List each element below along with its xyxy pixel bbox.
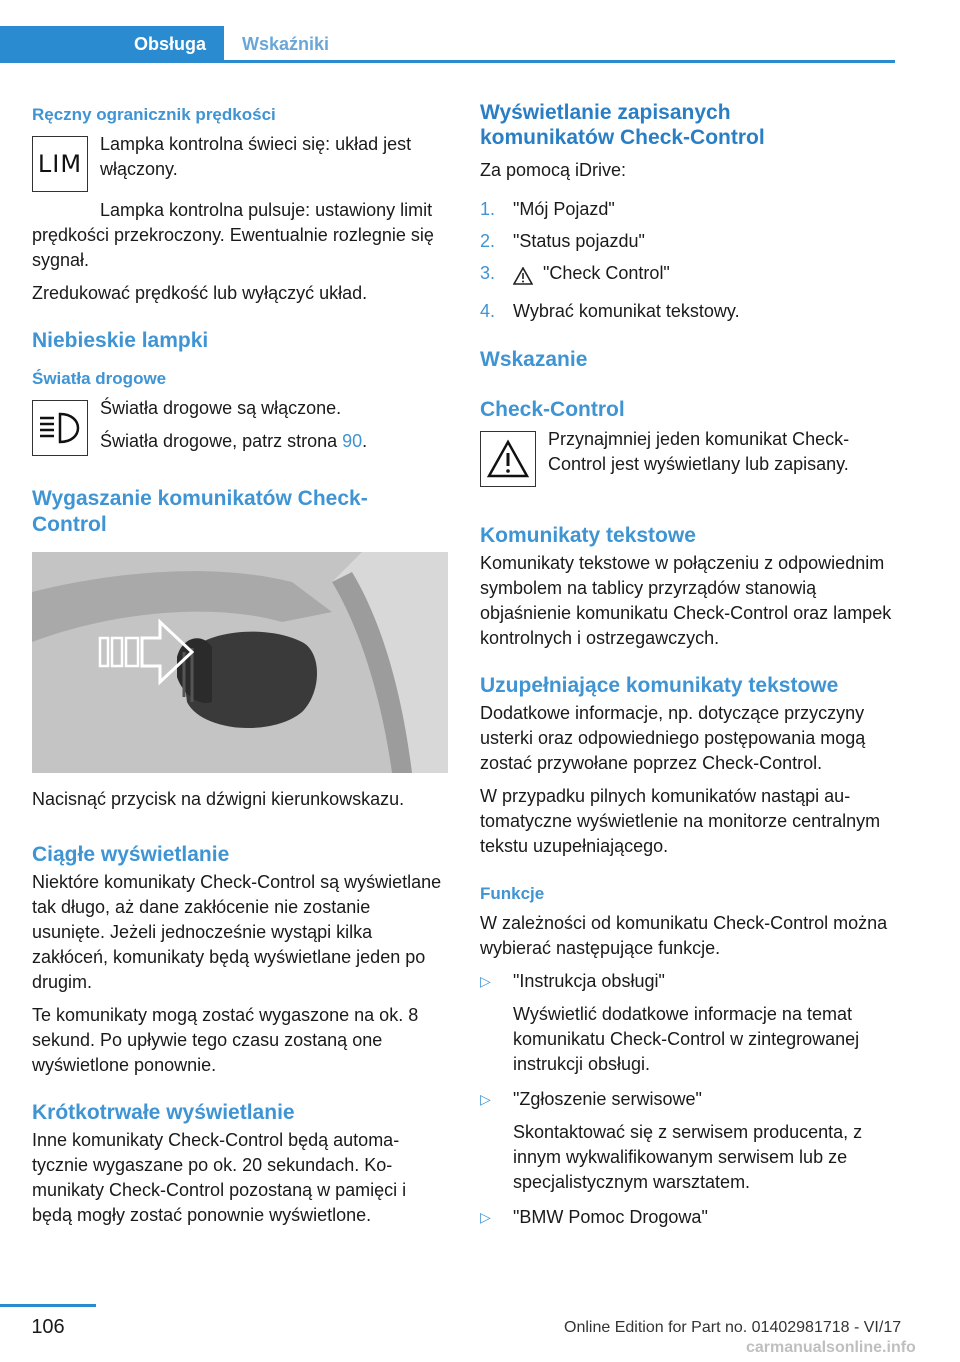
text-messages-title: Komunikaty tekstowe (480, 524, 696, 547)
triangle-bullet-icon: ▷ (480, 973, 491, 989)
turn-signal-lever-image (32, 552, 448, 773)
step-text: "Status pojazdu" (513, 231, 645, 251)
page-number: 106 (31, 1316, 65, 1338)
step-item (480, 295, 895, 327)
function-item (480, 1205, 895, 1230)
left-column (32, 100, 448, 1228)
dismiss-caption: Nacisnąć przycisk na dźwigni kierunkowskazu. (32, 789, 405, 809)
high-beam-p1: Światła drogowe są włączone. (100, 398, 342, 418)
functions-list (480, 969, 895, 1230)
manual-limiter-p2: Lampka kontrolna pulsuje: ustawiony limit prędkości przekroczony. Ewentualnie rozlegnie się sygnał. (32, 200, 434, 270)
function-item (480, 1087, 895, 1195)
step-text: "Mój Pojazd" (513, 199, 615, 219)
step-number: 4. (480, 301, 496, 321)
check-control-warning-icon (480, 431, 536, 487)
dismiss-title: Wygaszanie komunikatów Check-Control (32, 487, 368, 536)
lim-indicator-icon (32, 136, 88, 192)
high-beam-p2-text: Światła drogowe, patrz strona (100, 431, 343, 451)
check-control-title: Check-Control (480, 398, 625, 421)
high-beam-icon (32, 400, 88, 456)
step-text: "Check Control" (543, 263, 670, 283)
step-number: 3. (480, 263, 496, 283)
functions-title: Funkcje (480, 884, 545, 903)
function-label: "Instrukcja obsługi" (513, 971, 665, 991)
supplement-title: Uzupełniające komunikaty tekstowe (480, 674, 839, 697)
lim-icon-text: LIM (37, 150, 83, 178)
function-label: "Zgłoszenie serwisowe" (513, 1089, 702, 1109)
functions-intro: W zależności od komunikatu Check-Control można wybierać następujące funkcje. (480, 913, 888, 958)
function-label: "BMW Pomoc Drogowa" (513, 1207, 708, 1227)
step-number: 2. (480, 231, 496, 251)
watermark: carmanualsonline.info (746, 1339, 916, 1356)
function-desc: Skontaktować się z serwisem producenta, z innym wykwalifikowanym serwisem lub ze specjalistycznym warsztatem. (513, 1122, 863, 1192)
footer-divider (0, 1304, 96, 1307)
step-item (480, 225, 895, 257)
short-p1: Inne komunikaty Check-Control będą automatycznie wygaszane po ok. 20 sekundach. Komunikaty Check-Control pozostaną w pamięci i będą mogły zostać ponownie wyświetlone. (32, 1130, 407, 1225)
right-column (480, 100, 895, 1230)
warning-triangle-icon (513, 257, 543, 295)
supplement-p1: Dodatkowe informacje, np. dotyczące przyczyny usterki oraz odpowiedniego postępowania mogą zostać przywołane poprzez Check-Control. (480, 703, 866, 773)
function-item (480, 969, 895, 1077)
tab-wskazniki[interactable]: Wskaźniki (242, 34, 330, 54)
continuous-p1: Niektóre komunikaty Check-Control są wyświetlane tak długo, aż dane zakłócenie nie zostanie usunięte. Jeżeli jednocześnie wystąpi kilka zakłóceń, komunikaty będą wyświetlane jeden po drugim. (32, 872, 442, 992)
step-number: 1. (480, 199, 496, 219)
blue-lamps-title: Niebieskie lampki (32, 329, 209, 352)
supplement-p2: W przypadku pilnych komunikatów nastąpi automatyczne wyświetlenie na monitorze centralnym tekstu uzupełniającego. (480, 786, 881, 856)
step-item (480, 257, 895, 295)
continuous-title: Ciągłe wyświetlanie (32, 843, 230, 866)
manual-limiter-p1: Lampka kontrolna świeci się: układ jest włączony. (100, 134, 412, 179)
high-beam-p2 (100, 429, 448, 454)
indication-p1: Przynajmniej jeden komunikat Check-Control jest wyświetlany lub zapisany. (548, 429, 850, 474)
header-divider (0, 60, 895, 63)
short-title: Krótkotrwałe wyświetlanie (32, 1101, 295, 1124)
page-link-90[interactable]: 90 (342, 431, 363, 451)
tab-obsluga[interactable]: Obsługa (0, 26, 224, 62)
manual-limiter-title: Ręczny ogranicznik prędkości (32, 105, 276, 124)
saved-intro: Za pomocą iDrive: (480, 160, 627, 180)
manual-limiter-p3: Zredukować prędkość lub wyłączyć układ. (32, 283, 368, 303)
indication-title: Wskazanie (480, 348, 588, 371)
high-beam-p2-suffix: . (362, 431, 368, 451)
continuous-p2: Te komunikaty mogą zostać wygaszone na ok. 8 sekund. Po upływie tego czasu zostaną one wyświetlone ponownie. (32, 1005, 419, 1075)
step-text: Wybrać komunikat tekstowy. (513, 301, 740, 321)
text-messages-p1: Komunikaty tekstowe w połączeniu z odpowiednim symbolem na tablicy przyrządów stanowią objaśnienie komunikatu Check-Control oraz lampek kontrolnych i ostrzegawczych. (480, 553, 892, 648)
idrive-steps (480, 193, 895, 327)
function-desc: Wyświetlić dodatkowe informacje na temat komunikatu Check-Control w zintegrowanej instrukcji obsługi. (513, 1004, 860, 1074)
edition-text: Online Edition for Part no. 01402981718 - VI/17 (564, 1319, 902, 1336)
triangle-bullet-icon: ▷ (480, 1209, 491, 1225)
step-item (480, 193, 895, 225)
triangle-bullet-icon: ▷ (480, 1091, 491, 1107)
high-beam-title: Światła drogowe (32, 369, 167, 388)
saved-messages-title: Wyświetlanie zapisanych komunikatów Check-Control (480, 101, 765, 149)
